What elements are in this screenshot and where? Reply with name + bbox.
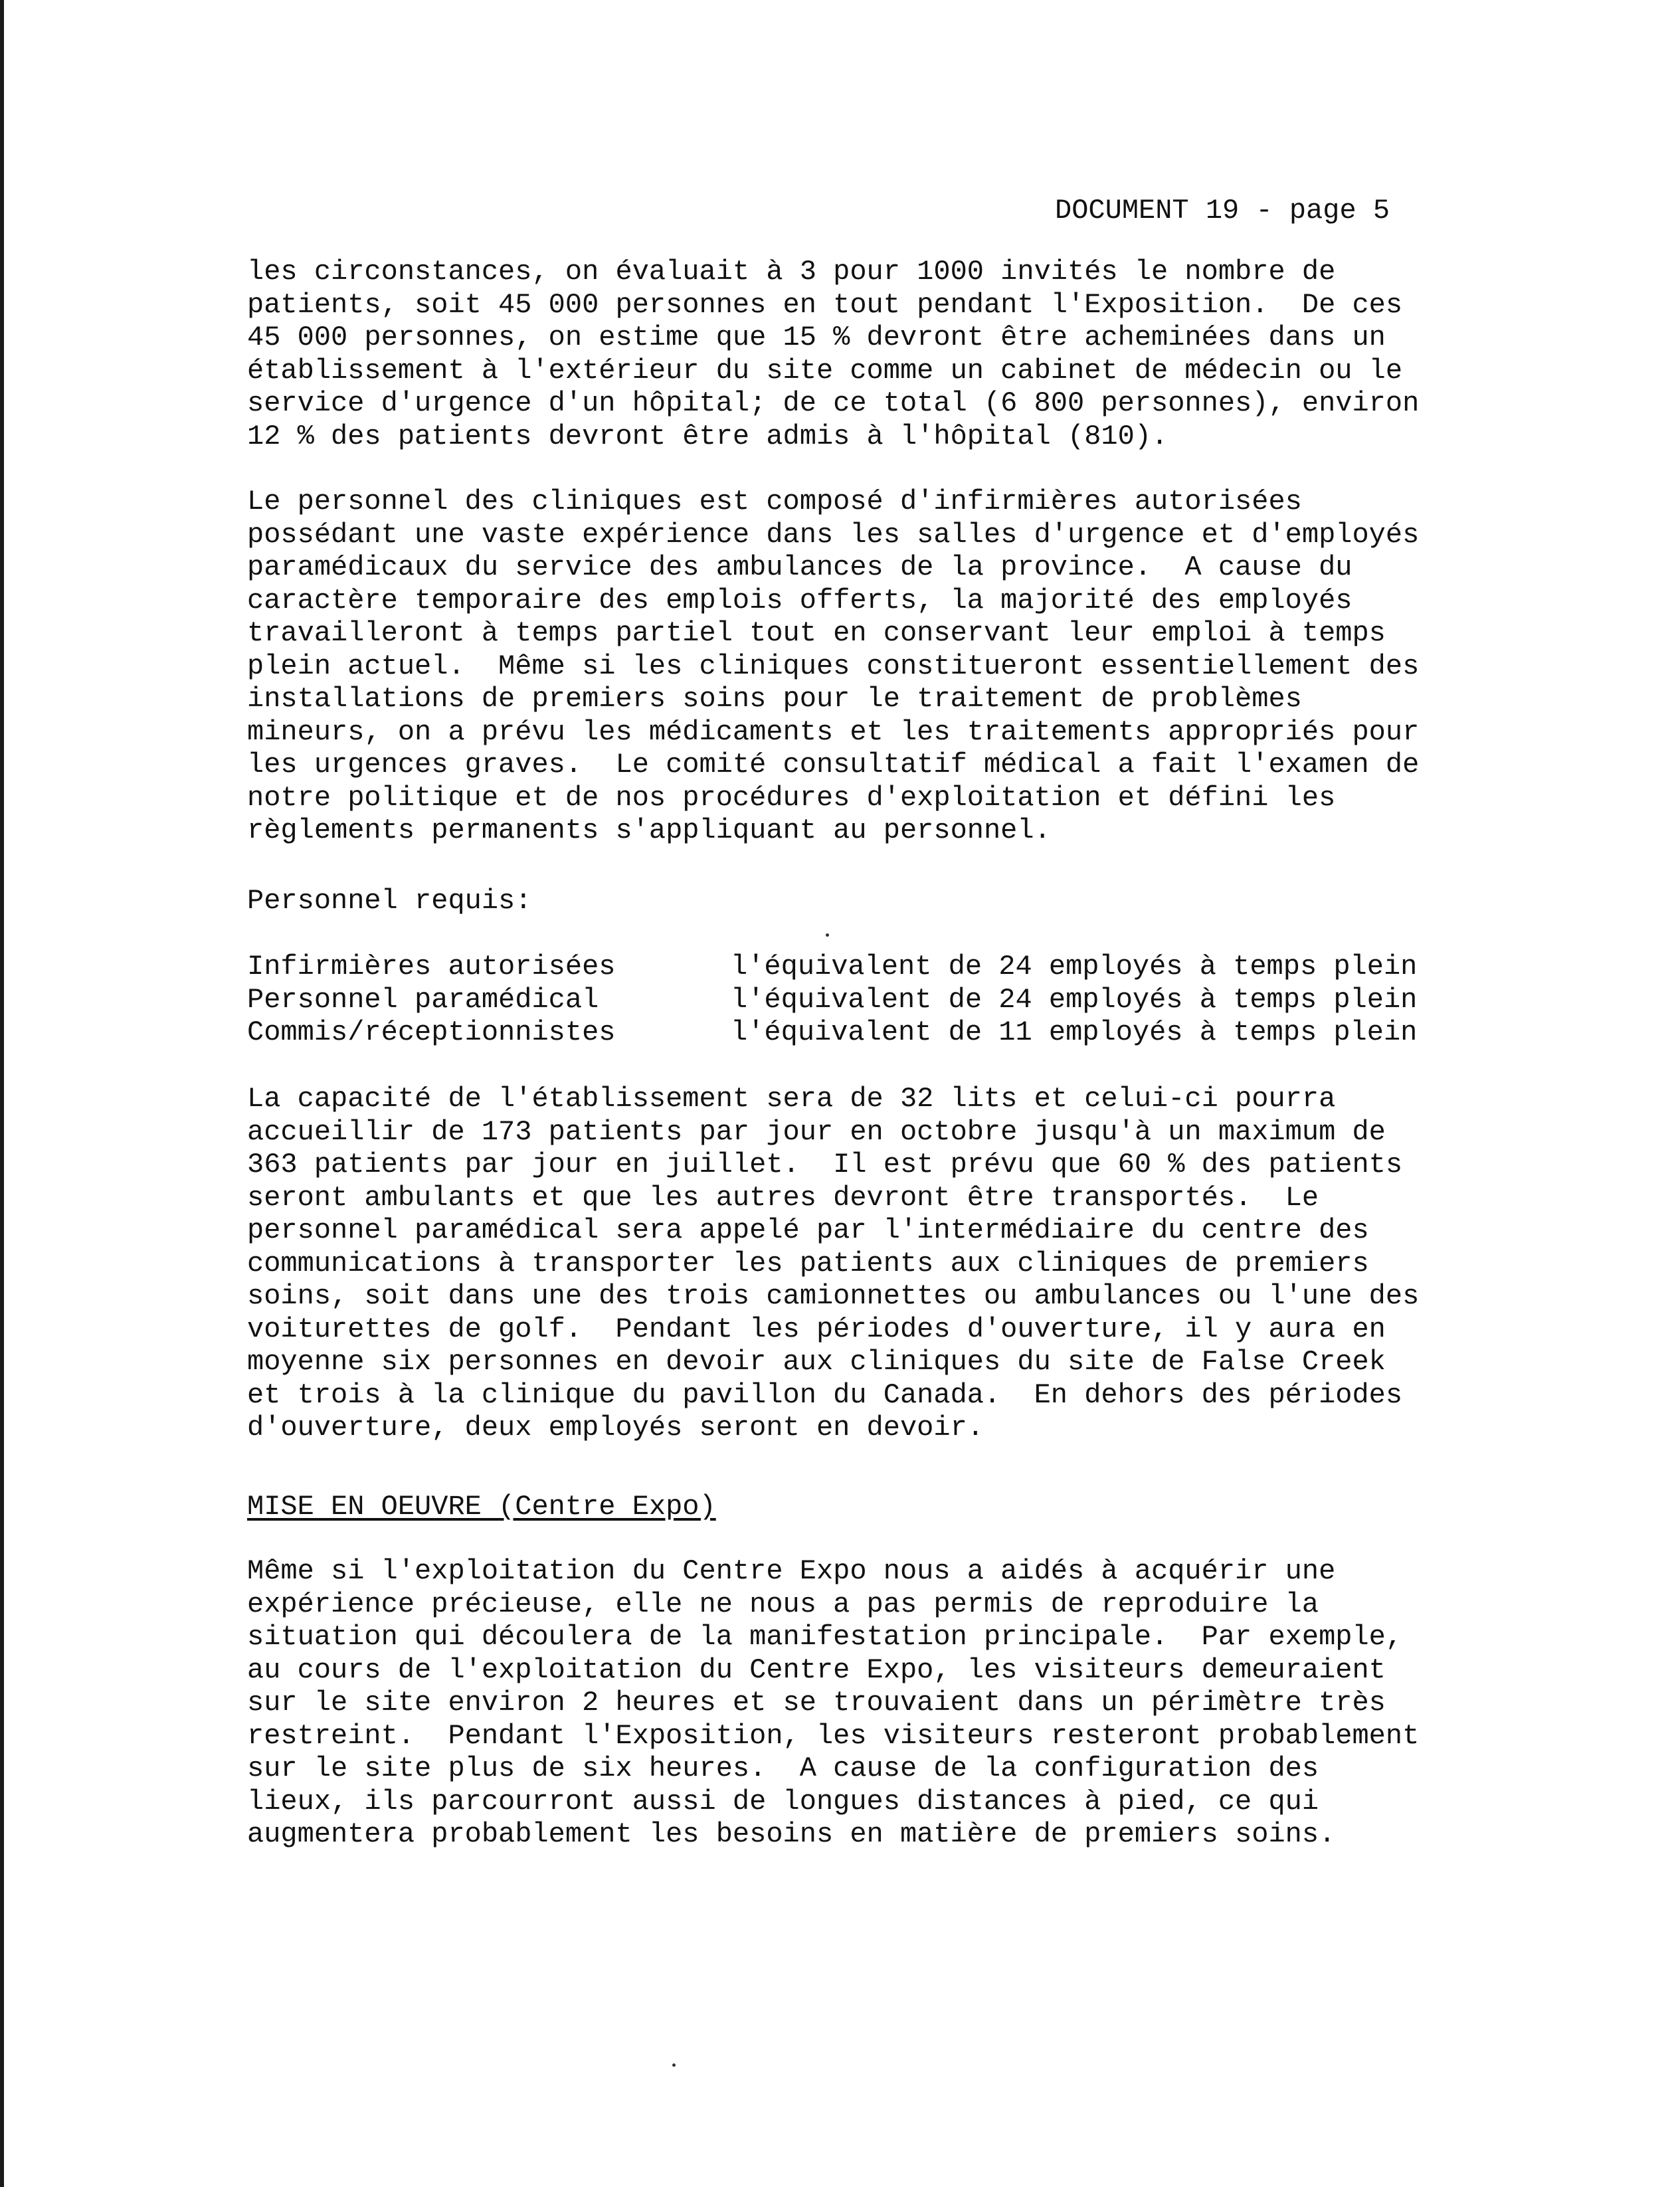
text-line: 363 patients par jour en juillet. Il est prévu que 60 % des patients bbox=[247, 1149, 1403, 1181]
staff-role: Infirmières autorisées bbox=[247, 951, 616, 983]
text-line: Le personnel des cliniques est composé d'infirmières autorisées bbox=[247, 486, 1302, 518]
text-line: et trois à la clinique du pavillon du Canada. En dehors des périodes bbox=[247, 1379, 1403, 1411]
staff-role: Personnel paramédical bbox=[247, 983, 599, 1016]
text-line: 45 000 personnes, on estime que 15 % devront être acheminées dans un bbox=[247, 322, 1386, 353]
text-line: patients, soit 45 000 personnes en tout pendant l'Exposition. De ces bbox=[247, 288, 1403, 321]
staff-row bbox=[247, 1016, 1416, 1050]
text-line: lieux, ils parcourront aussi de longues distances à pied, ce qui bbox=[247, 1785, 1319, 1818]
text-line: possédant une vaste expérience dans les salles d'urgence et d'employés bbox=[247, 518, 1420, 551]
text-line: restreint. Pendant l'Exposition, les visiteurs resteront probablement bbox=[247, 1719, 1420, 1752]
staff-heading-block bbox=[247, 885, 1416, 918]
text-line: caractère temporaire des emplois offerts, la majorité des employés bbox=[247, 584, 1353, 617]
text-line: communications à transporter les patients aux cliniques de premiers bbox=[247, 1247, 1369, 1280]
text-line: 12 % des patients devront être admis à l'hôpital (810). bbox=[247, 420, 1168, 452]
text-line: les circonstances, on évaluait à 3 pour 1000 invités le nombre de bbox=[247, 256, 1336, 288]
text-line: augmentera probablement les besoins en matière de premiers soins. bbox=[247, 1818, 1336, 1850]
section-heading: MISE EN OEUVRE (Centre Expo) bbox=[247, 1491, 716, 1523]
text-line: installations de premiers soins pour le traitement de problèmes bbox=[247, 683, 1302, 715]
text-line: moyenne six personnes en devoir aux cliniques du site de False Creek bbox=[247, 1346, 1386, 1378]
text-line: La capacité de l'établissement sera de 32 lits et celui-ci pourra bbox=[247, 1083, 1336, 1115]
text-line: au cours de l'exploitation du Centre Expo, les visiteurs demeuraient bbox=[247, 1654, 1386, 1686]
text-line: mineurs, on a prévu les médicaments et les traitements appropriés pour bbox=[247, 715, 1420, 748]
page-header: DOCUMENT 19 - page 5 bbox=[1055, 195, 1390, 227]
text-line: accueillir de 173 patients par jour en octobre jusqu'à un maximum de bbox=[247, 1115, 1386, 1148]
text-line: voiturettes de golf. Pendant les périodes d'ouverture, il y aura en bbox=[247, 1313, 1386, 1345]
text-line: personnel paramédical sera appelé par l'intermédiaire du centre des bbox=[247, 1214, 1369, 1246]
text-line: situation qui découlera de la manifestation principale. Par exemple, bbox=[247, 1621, 1403, 1653]
text-line: règlements permanents s'appliquant au personnel. bbox=[247, 814, 1051, 846]
text-line: seront ambulants et que les autres devront être transportés. Le bbox=[247, 1181, 1319, 1214]
text-line: service d'urgence d'un hôpital; de ce total (6 800 personnes), environ bbox=[247, 387, 1420, 419]
text-line: sur le site plus de six heures. A cause de la configuration des bbox=[247, 1753, 1319, 1784]
text-line: d'ouverture, deux employés seront en devoir. bbox=[247, 1412, 984, 1444]
staff-row bbox=[247, 984, 1416, 1017]
text-line: établissement à l'extérieur du site comme un cabinet de médecin ou le bbox=[247, 354, 1403, 387]
staff-role: Commis/réceptionnistes bbox=[247, 1016, 616, 1048]
text-line: les urgences graves. Le comité consultatif médical a fait l'examen de bbox=[247, 749, 1420, 781]
text-line: plein actuel. Même si les cliniques constitueront essentiellement des bbox=[247, 650, 1420, 682]
staff-value: l'équivalent de 24 employés à temps plein bbox=[731, 951, 1418, 983]
text-line: expérience précieuse, elle ne nous a pas permis de reproduire la bbox=[247, 1588, 1319, 1620]
staff-row bbox=[247, 951, 1416, 984]
paragraph-3 bbox=[247, 1083, 1420, 1445]
scan-speck bbox=[672, 2063, 676, 2067]
text-line: Même si l'exploitation du Centre Expo nous a aidés à acquérir une bbox=[247, 1555, 1336, 1587]
text-line: soins, soit dans une des trois camionnettes ou ambulances ou l'une des bbox=[247, 1280, 1420, 1312]
staff-heading: Personnel requis: bbox=[247, 885, 532, 917]
paragraph-4 bbox=[247, 1555, 1420, 1852]
scan-speck bbox=[826, 933, 829, 937]
text-line: notre politique et de nos procédures d'exploitation et défini les bbox=[247, 781, 1336, 814]
paragraph-1 bbox=[247, 256, 1420, 453]
text-line: travailleront à temps partiel tout en conservant leur emploi à temps bbox=[247, 617, 1386, 649]
staff-value: l'équivalent de 24 employés à temps plein bbox=[731, 983, 1418, 1016]
text-line: paramédicaux du service des ambulances de la province. A cause du bbox=[247, 551, 1353, 583]
text-line: sur le site environ 2 heures et se trouvaient dans un périmètre très bbox=[247, 1687, 1386, 1719]
staff-table bbox=[247, 951, 1416, 1050]
paragraph-2 bbox=[247, 486, 1420, 848]
staff-value: l'équivalent de 11 employés à temps plein bbox=[731, 1016, 1418, 1048]
